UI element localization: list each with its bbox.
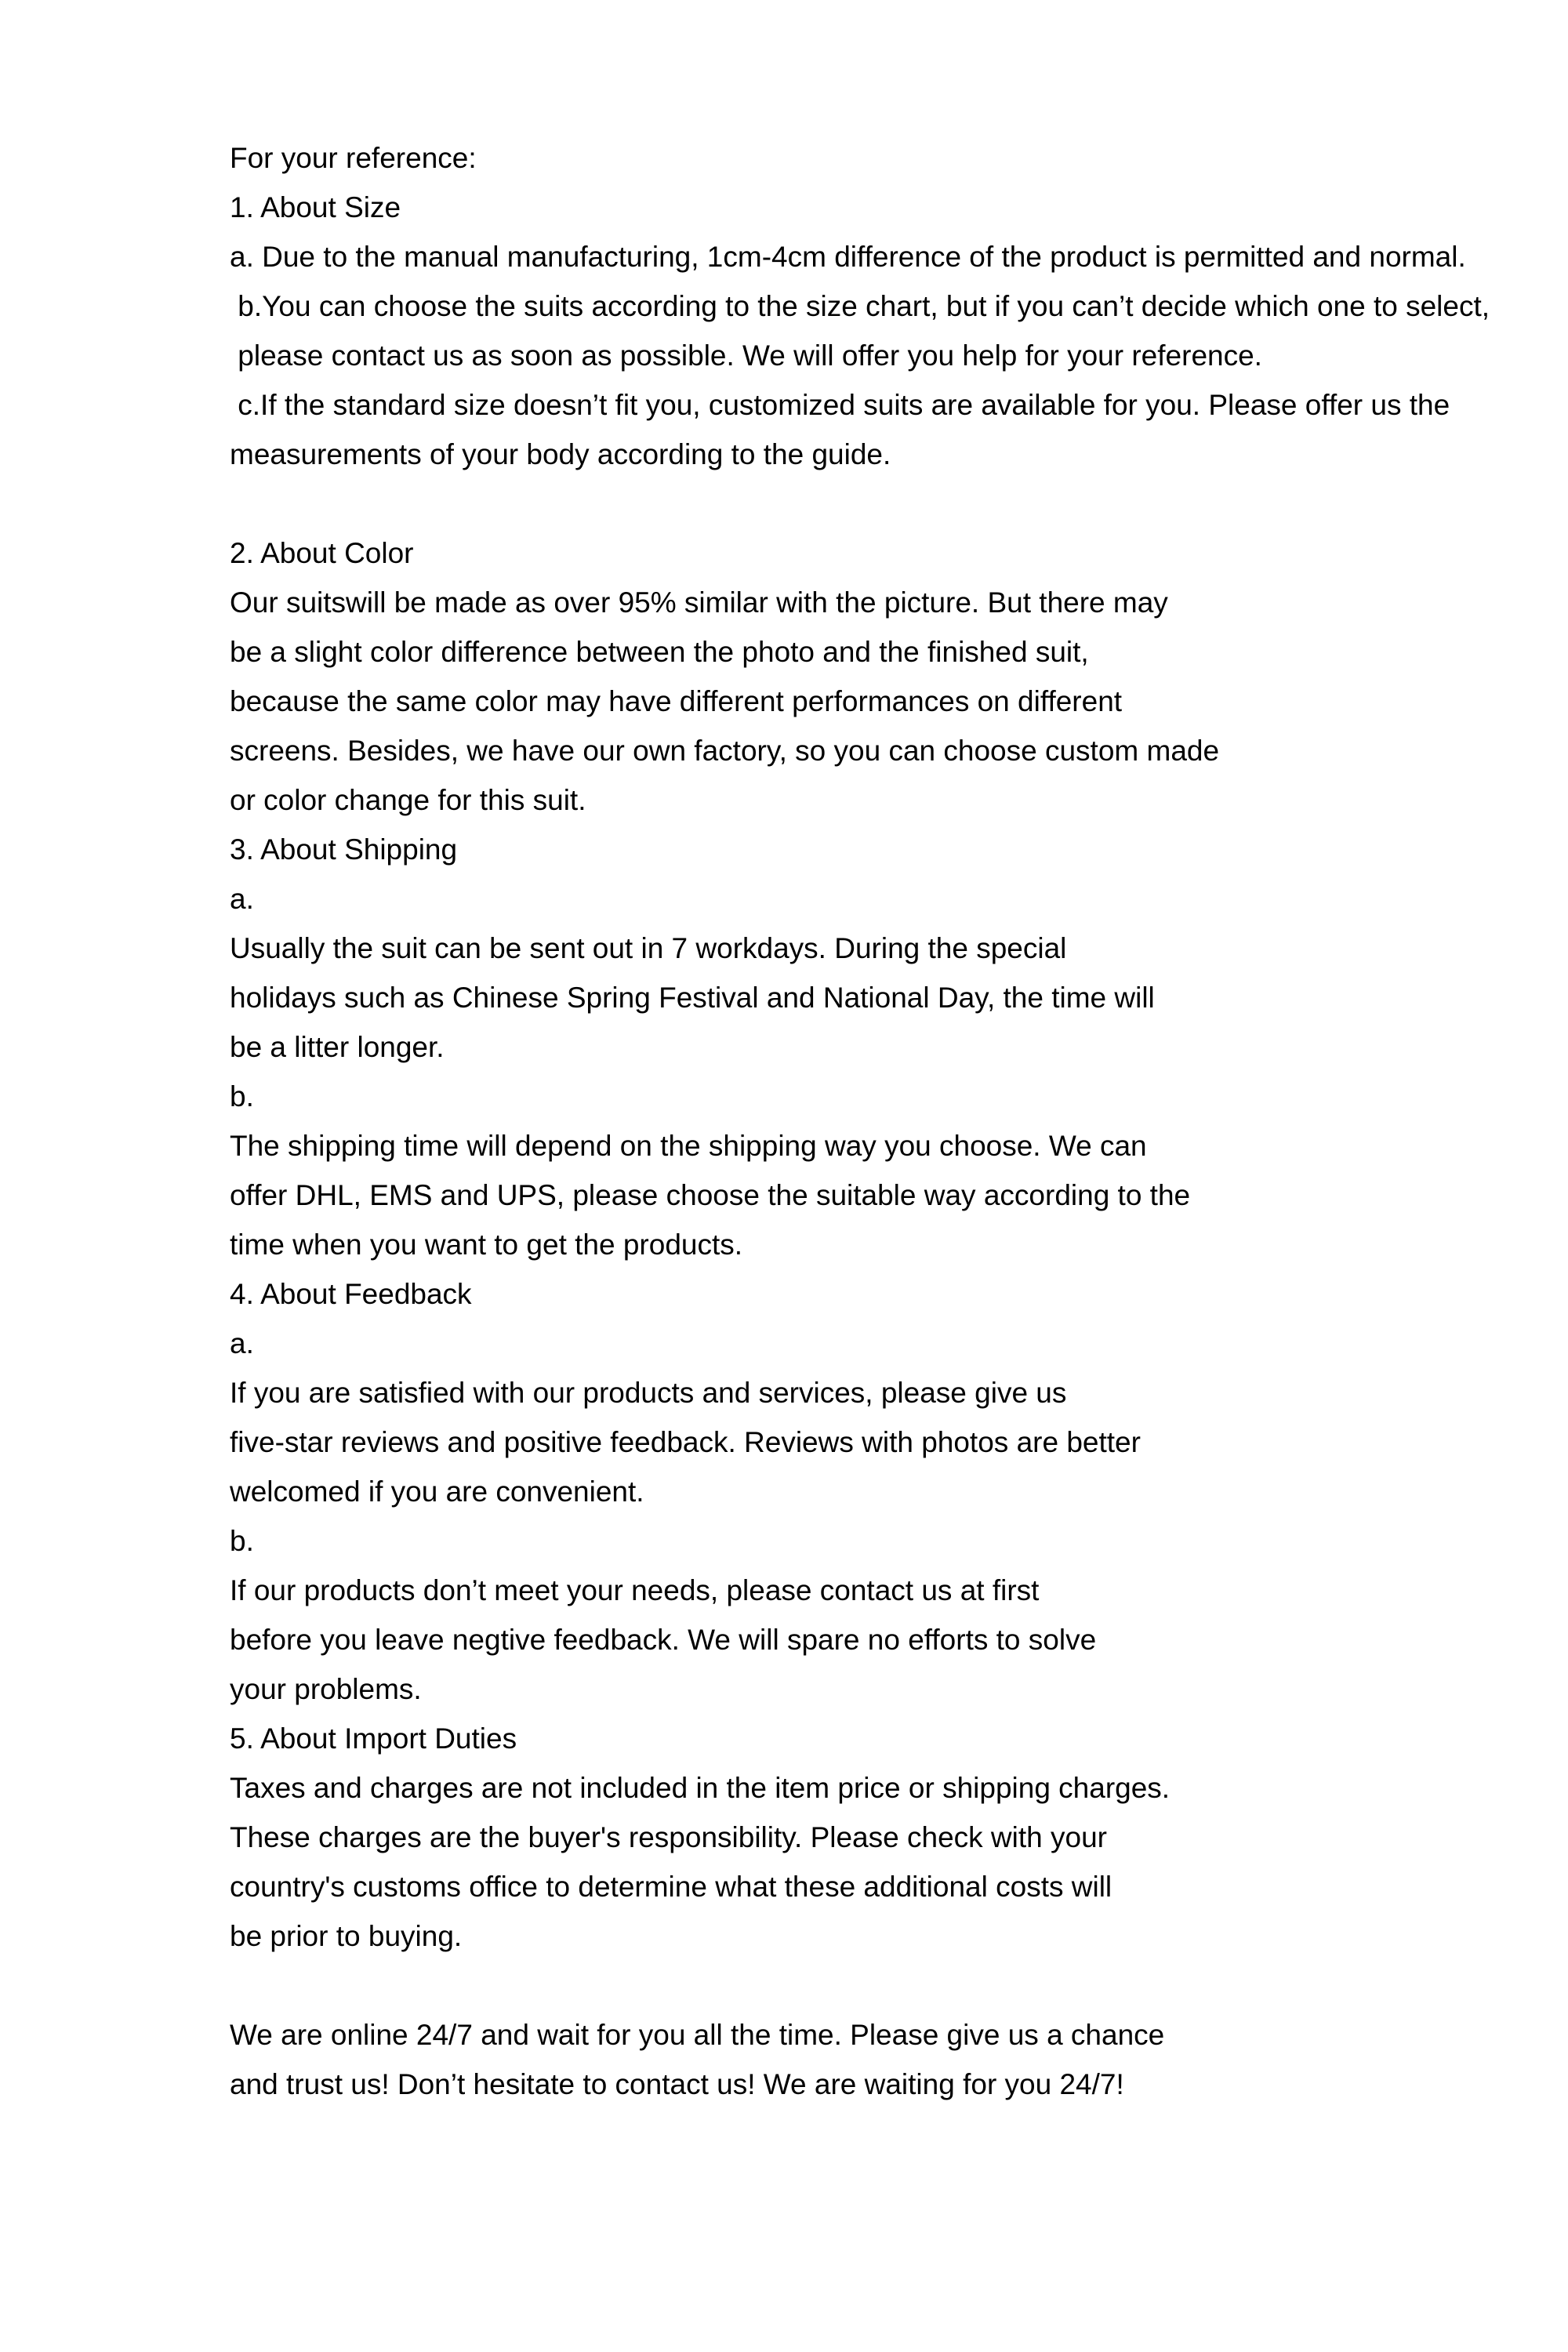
feedback-line: five-star reviews and positive feedback. Reviews with photos are better: [230, 1426, 1141, 1458]
duties-line: country's customs office to determine what these additional costs will: [230, 1871, 1112, 1903]
size-line: b.You can choose the suits according to the size chart, but if you can’t decide which one to select,: [230, 290, 1490, 322]
size-line: measurements of your body according to the guide.: [230, 438, 891, 470]
shipping-line: time when you want to get the products.: [230, 1229, 743, 1261]
feedback-line: If our products don’t meet your needs, please contact us at first: [230, 1574, 1040, 1606]
size-heading: 1. About Size: [230, 191, 401, 223]
document-text: [230, 133, 1547, 2109]
intro-line: For your reference:: [230, 142, 477, 174]
feedback-heading: 4. About Feedback: [230, 1278, 472, 1310]
closing-line: We are online 24/7 and wait for you all the time. Please give us a chance: [230, 2019, 1165, 2051]
size-line: c.If the standard size doesn’t fit you, customized suits are available for you. Please offer us the: [230, 389, 1450, 421]
duties-line: be prior to buying.: [230, 1920, 463, 1952]
shipping-line: be a litter longer.: [230, 1031, 445, 1063]
feedback-line: before you leave negtive feedback. We will spare no efforts to solve: [230, 1624, 1097, 1656]
size-line: a. Due to the manual manufacturing, 1cm-4cm difference of the product is permitted and normal.: [230, 241, 1466, 273]
closing-line: and trust us! Don’t hesitate to contact us! We are waiting for you 24/7!: [230, 2068, 1124, 2100]
color-line: Our suitswill be made as over 95% similar with the picture. But there may: [230, 586, 1168, 619]
duties-heading: 5. About Import Duties: [230, 1722, 517, 1755]
shipping-line: holidays such as Chinese Spring Festival and National Day, the time will: [230, 982, 1155, 1014]
color-line: be a slight color difference between the photo and the finished suit,: [230, 636, 1089, 668]
feedback-b-label: b.: [230, 1525, 254, 1557]
shipping-b-label: b.: [230, 1080, 254, 1112]
feedback-line: If you are satisfied with our products and services, please give us: [230, 1377, 1067, 1409]
feedback-line: welcomed if you are convenient.: [230, 1475, 644, 1508]
feedback-line: your problems.: [230, 1673, 422, 1705]
shipping-line: The shipping time will depend on the shipping way you choose. We can: [230, 1130, 1147, 1162]
shipping-line: offer DHL, EMS and UPS, please choose the suitable way according to the: [230, 1179, 1191, 1211]
blank-line: [230, 1961, 1547, 2010]
blank-line: [230, 479, 1547, 528]
shipping-heading: 3. About Shipping: [230, 833, 458, 866]
shipping-line: Usually the suit can be sent out in 7 workdays. During the special: [230, 932, 1067, 964]
color-line: because the same color may have different performances on different: [230, 685, 1123, 717]
duties-line: These charges are the buyer's responsibility. Please check with your: [230, 1821, 1107, 1853]
color-heading: 2. About Color: [230, 537, 414, 569]
duties-line: Taxes and charges are not included in the item price or shipping charges.: [230, 1772, 1171, 1804]
size-line: please contact us as soon as possible. We will offer you help for your reference.: [230, 339, 1262, 372]
color-line: or color change for this suit.: [230, 784, 586, 816]
feedback-a-label: a.: [230, 1327, 254, 1359]
color-line: screens. Besides, we have our own factory, so you can choose custom made: [230, 735, 1220, 767]
shipping-a-label: a.: [230, 883, 254, 915]
